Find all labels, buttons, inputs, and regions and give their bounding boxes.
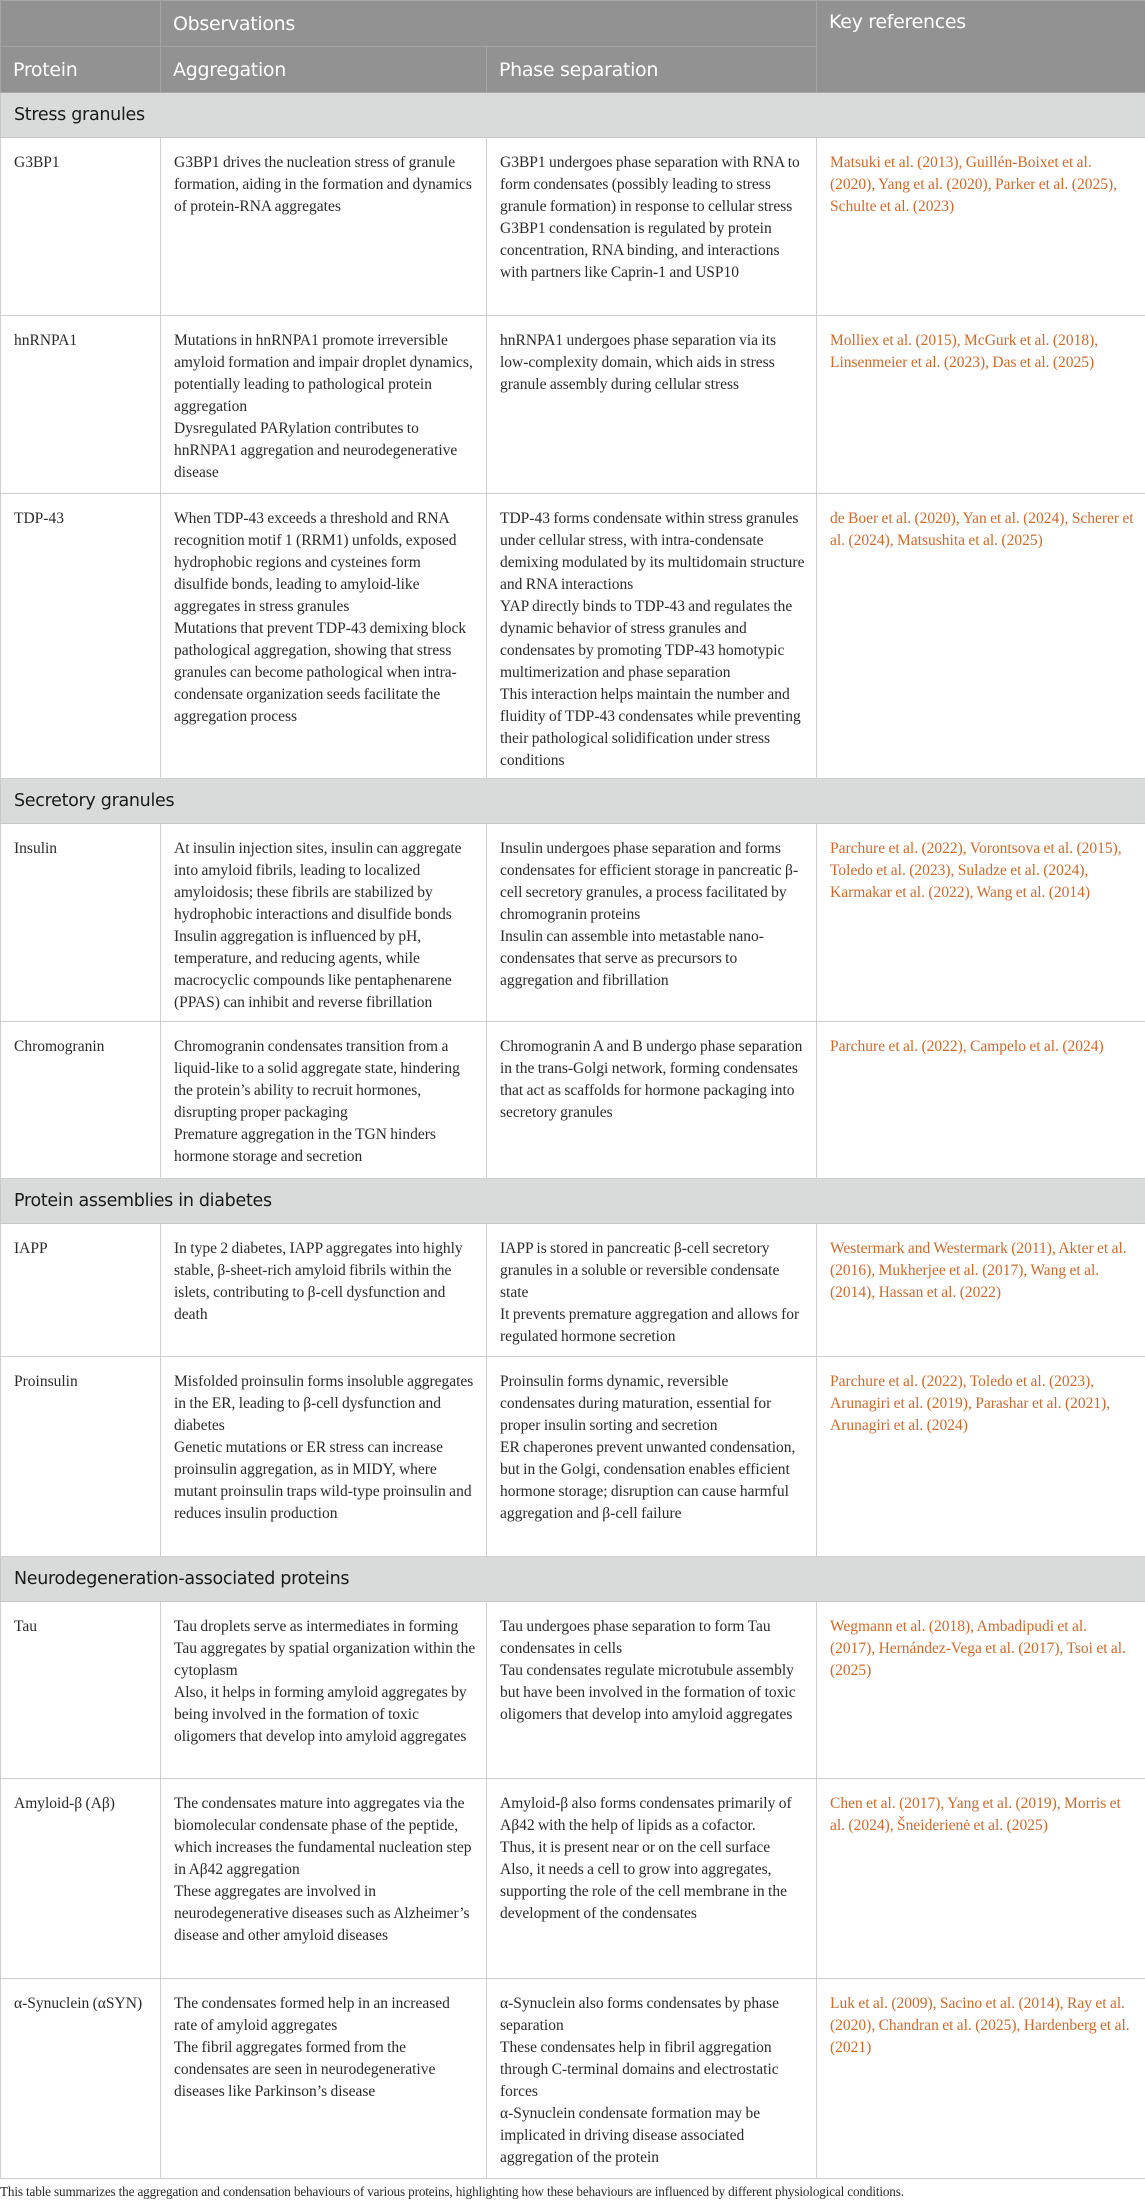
observation-text: Misfolded proinsulin forms insoluble aggregates in the ER, leading to β-cell dysfunction and diabetes <box>174 1373 474 1434</box>
phase-separation-cell <box>487 1224 817 1357</box>
observation-text: Tau condensates regulate microtubule assembly but have been involved in the formation of toxic oligomers that develop into amyloid aggregates <box>500 1662 796 1723</box>
protein-cell: Proinsulin <box>1 1357 161 1557</box>
observation-text: Chromogranin A and B undergo phase separation in the trans-Golgi network, forming condensates that act as scaffolds for hormone packaging into secretory granules <box>500 1038 803 1121</box>
observation-text: These aggregates are involved in neurodegenerative diseases such as Alzheimer’s disease and other amyloid diseases <box>174 1883 470 1944</box>
key-references-link[interactable]: Parchure et al. (2022), Vorontsova et al. (2015), Toledo et al. (2023), Suladze et al. (2024), Karmakar et al. (2022), Wang et al. (2014) <box>817 824 1145 1022</box>
header-empty-cell <box>1 1 161 47</box>
observation-text: IAPP is stored in pancreatic β-cell secretory granules in a soluble or reversible condensate state <box>500 1240 780 1301</box>
aggregation-cell <box>161 1224 487 1357</box>
section-header-row <box>1 1557 1145 1602</box>
phase-separation-cell <box>487 316 817 494</box>
aggregation-cell <box>161 1022 487 1179</box>
observation-text: Premature aggregation in the TGN hinders hormone storage and secretion <box>174 1126 436 1165</box>
observation-text: Chromogranin condensates transition from a liquid-like to a solid aggregate state, hindering the protein’s ability to recruit hormones, disrupting proper packaging <box>174 1038 460 1121</box>
header-aggregation: Aggregation <box>161 47 487 93</box>
section-title: Secretory granules <box>1 779 1145 824</box>
section-title: Neurodegeneration-associated proteins <box>1 1557 1145 1602</box>
observation-text: The condensates formed help in an increased rate of amyloid aggregates <box>174 1995 450 2034</box>
phase-separation-cell <box>487 138 817 316</box>
phase-separation-cell <box>487 1779 817 1979</box>
table-row <box>1 316 1145 494</box>
observation-text: α-Synuclein also forms condensates by phase separation <box>500 1995 779 2034</box>
phase-separation-cell <box>487 1979 817 2179</box>
table-header <box>1 1 1145 93</box>
observation-text: At insulin injection sites, insulin can aggregate into amyloid fibrils, leading to localized amyloidosis; these fibrils are stabilized by hydrophobic interactions and disulfide bonds <box>174 840 462 923</box>
observation-text: α-Synuclein condensate formation may be implicated in driving disease associated aggregation of the protein <box>500 2105 761 2166</box>
observation-text: The condensates mature into aggregates via the biomolecular condensate phase of the peptide, which increases the fundamental nucleation step in Aβ42 aggregation <box>174 1795 472 1878</box>
observation-text: Also, it needs a cell to grow into aggregates, supporting the role of the cell membrane in the development of the condensates <box>500 1861 787 1922</box>
section-header-row <box>1 779 1145 824</box>
aggregation-cell <box>161 824 487 1022</box>
table-row <box>1 1357 1145 1557</box>
header-phase-separation: Phase separation <box>487 47 817 93</box>
table-row <box>1 494 1145 779</box>
protein-cell: Amyloid-β (Aβ) <box>1 1779 161 1979</box>
key-references-link[interactable]: Parchure et al. (2022), Toledo et al. (2023), Arunagiri et al. (2019), Parashar et al. (2021), Arunagiri et al. (2024) <box>817 1357 1145 1557</box>
table-row <box>1 138 1145 316</box>
phase-separation-cell <box>487 1022 817 1179</box>
observation-text: G3BP1 drives the nucleation stress of granule formation, aiding in the formation and dynamics of protein-RNA aggregates <box>174 154 472 215</box>
table-row <box>1 824 1145 1022</box>
key-references-link[interactable]: Molliex et al. (2015), McGurk et al. (2018), Linsenmeier et al. (2023), Das et al. (2025) <box>817 316 1145 494</box>
phase-separation-cell <box>487 1602 817 1779</box>
section-header-row <box>1 1179 1145 1224</box>
observation-text: Mutations that prevent TDP-43 demixing block pathological aggregation, showing that stress granules can become pathological when intra-condensate organization seeds facilitate the aggregation process <box>174 620 467 725</box>
phase-separation-cell <box>487 824 817 1022</box>
protein-cell: hnRNPA1 <box>1 316 161 494</box>
observation-text: YAP directly binds to TDP-43 and regulates the dynamic behavior of stress granules and condensates by promoting TDP-43 homotypic multimerization and phase separation <box>500 598 793 681</box>
protein-cell: G3BP1 <box>1 138 161 316</box>
observation-text: Mutations in hnRNPA1 promote irreversible amyloid formation and impair droplet dynamics, potentially leading to pathological protein aggregation <box>174 332 473 415</box>
header-protein: Protein <box>1 47 161 93</box>
section-title: Protein assemblies in diabetes <box>1 1179 1145 1224</box>
observation-text: Tau droplets serve as intermediates in forming Tau aggregates by spatial organization within the cytoplasm <box>174 1618 476 1679</box>
table-footnote: This table summarizes the aggregation and condensation behaviours of various proteins, highlighting how these behaviours are influenced by different physiological conditions. <box>0 2184 904 2199</box>
observation-text: G3BP1 undergoes phase separation with RNA to form condensates (possibly leading to stress granule formation) in response to cellular stress <box>500 154 800 215</box>
key-references-link[interactable]: Matsuki et al. (2013), Guillén-Boixet et al. (2020), Yang et al. (2020), Parker et al. (2025), Schulte et al. (2023) <box>817 138 1145 316</box>
phase-separation-cell <box>487 1357 817 1557</box>
observation-text: When TDP-43 exceeds a threshold and RNA recognition motif 1 (RRM1) unfolds, exposed hydrophobic regions and cysteines form disulfide bonds, leading to amyloid-like aggregates in stress granules <box>174 510 457 615</box>
observation-text: ER chaperones prevent unwanted condensation, but in the Golgi, condensation enables efficient hormone storage; disruption can cause harmful aggregation and β-cell failure <box>500 1439 796 1522</box>
observation-text: Insulin aggregation is influenced by pH, temperature, and reducing agents, while macrocyclic compounds like pentaphenarene (PPAS) can inhibit and reverse fibrillation <box>174 928 452 1011</box>
aggregation-cell <box>161 1779 487 1979</box>
observation-text: Proinsulin forms dynamic, reversible condensates during maturation, essential for proper insulin sorting and secretion <box>500 1373 772 1434</box>
header-observations: Observations <box>161 1 817 47</box>
protein-cell: Tau <box>1 1602 161 1779</box>
protein-cell: IAPP <box>1 1224 161 1357</box>
aggregation-cell <box>161 138 487 316</box>
section-header-row <box>1 93 1145 138</box>
table-row <box>1 1602 1145 1779</box>
observation-text: These condensates help in fibril aggregation through C-terminal domains and electrostatic forces <box>500 2039 779 2100</box>
aggregation-cell <box>161 316 487 494</box>
protein-cell: α-Synuclein (αSYN) <box>1 1979 161 2179</box>
table-row <box>1 1022 1145 1179</box>
observation-text: Also, it helps in forming amyloid aggregates by being involved in the formation of toxic oligomers that develop into amyloid aggregates <box>174 1684 467 1745</box>
aggregation-cell <box>161 1602 487 1779</box>
aggregation-cell <box>161 1979 487 2179</box>
observation-text: Genetic mutations or ER stress can increase proinsulin aggregation, as in MIDY, where mutant proinsulin traps wild-type proinsulin and reduces insulin production <box>174 1439 472 1522</box>
phase-separation-cell <box>487 494 817 779</box>
table-row <box>1 1779 1145 1979</box>
observation-text: Dysregulated PARylation contributes to hnRNPA1 aggregation and neurodegenerative disease <box>174 420 458 481</box>
observation-text: Insulin can assemble into metastable nano-condensates that serve as precursors to aggregation and fibrillation <box>500 928 764 989</box>
observation-text: This interaction helps maintain the number and fluidity of TDP-43 condensates while preventing their pathological solidification under stress conditions <box>500 686 801 769</box>
header-row-1 <box>1 1 1145 47</box>
protein-cell: Chromogranin <box>1 1022 161 1179</box>
key-references-link[interactable]: Wegmann et al. (2018), Ambadipudi et al. (2017), Hernández-Vega et al. (2017), Tsoi et al. (2025) <box>817 1602 1145 1779</box>
table-row <box>1 1224 1145 1357</box>
aggregation-cell <box>161 494 487 779</box>
protein-cell: Insulin <box>1 824 161 1022</box>
observation-text: Amyloid-β also forms condensates primarily of Aβ42 with the help of lipids as a cofactor. <box>500 1795 792 1834</box>
key-references-link[interactable]: de Boer et al. (2020), Yan et al. (2024), Scherer et al. (2024), Matsushita et al. (2025) <box>817 494 1145 779</box>
aggregation-cell <box>161 1357 487 1557</box>
key-references-link[interactable]: Luk et al. (2009), Sacino et al. (2014), Ray et al. (2020), Chandran et al. (2025), Hardenberg et al. (2021) <box>817 1979 1145 2179</box>
key-references-link[interactable]: Westermark and Westermark (2011), Akter et al. (2016), Mukherjee et al. (2017), Wang et al. (2014), Hassan et al. (2022) <box>817 1224 1145 1357</box>
observation-text: The fibril aggregates formed from the condensates are seen in neurodegenerative diseases like Parkinson’s disease <box>174 2039 436 2100</box>
observation-text: Insulin undergoes phase separation and forms condensates for efficient storage in pancreatic β-cell secretory granules, a process facilitated by chromogranin proteins <box>500 840 799 923</box>
header-key-references: Key references <box>817 1 1145 93</box>
observation-text: In type 2 diabetes, IAPP aggregates into highly stable, β-sheet-rich amyloid fibrils within the islets, contributing to β-cell dysfunction and death <box>174 1240 463 1323</box>
observation-text: It prevents premature aggregation and allows for regulated hormone secretion <box>500 1306 800 1345</box>
protein-cell: TDP-43 <box>1 494 161 779</box>
table-body <box>1 93 1145 2179</box>
observation-text: G3BP1 condensation is regulated by protein concentration, RNA binding, and interactions with partners like Caprin-1 and USP10 <box>500 220 780 281</box>
section-title: Stress granules <box>1 93 1145 138</box>
key-references-link[interactable]: Chen et al. (2017), Yang et al. (2019), Morris et al. (2024), Šneiderienė et al. (2025) <box>817 1779 1145 1979</box>
observation-text: Tau undergoes phase separation to form Tau condensates in cells <box>500 1618 771 1657</box>
observation-text: hnRNPA1 undergoes phase separation via its low-complexity domain, which aids in stress granule assembly during cellular stress <box>500 332 777 393</box>
observation-text: Thus, it is present near or on the cell surface <box>500 1839 771 1856</box>
observation-text: TDP-43 forms condensate within stress granules under cellular stress, with intra-condensate demixing modulated by its multidomain structure and RNA interactions <box>500 510 805 593</box>
key-references-link[interactable]: Parchure et al. (2022), Campelo et al. (2024) <box>817 1022 1145 1179</box>
table-row <box>1 1979 1145 2179</box>
